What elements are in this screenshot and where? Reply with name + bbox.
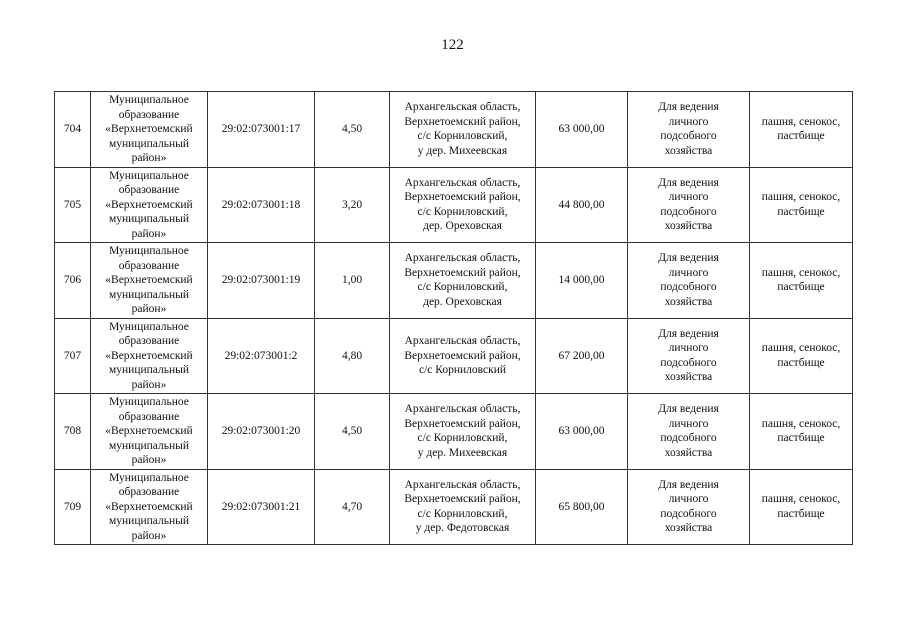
purpose-cell: Для ведения личного подсобного хозяйства	[628, 243, 750, 319]
owner-cell: Муниципальное образование «Верхнетоемский муниципальный район»	[91, 167, 208, 243]
land-type-cell: пашня, сенокос, пастбище	[750, 243, 853, 319]
row-number-cell: 706	[55, 243, 91, 319]
land-type-cell: пашня, сенокос, пастбище	[750, 394, 853, 470]
area-cell: 4,80	[315, 318, 390, 394]
address-cell: Архангельская область, Верхнетоемский район, с/с Корниловский	[390, 318, 536, 394]
row-number-cell: 705	[55, 167, 91, 243]
table-row	[55, 318, 853, 394]
land-type-cell: пашня, сенокос, пастбище	[750, 318, 853, 394]
cadastral-number-cell: 29:02:073001:21	[208, 469, 315, 545]
table-row	[55, 469, 853, 545]
land-type-cell: пашня, сенокос, пастбище	[750, 167, 853, 243]
purpose-cell: Для ведения личного подсобного хозяйства	[628, 167, 750, 243]
address-cell: Архангельская область, Верхнетоемский район, с/с Корниловский, дер. Ореховская	[390, 243, 536, 319]
row-number-cell: 707	[55, 318, 91, 394]
price-cell: 44 800,00	[536, 167, 628, 243]
address-cell: Архангельская область, Верхнетоемский район, с/с Корниловский, у дер. Михеевская	[390, 92, 536, 168]
price-cell: 14 000,00	[536, 243, 628, 319]
area-cell: 4,50	[315, 394, 390, 470]
owner-cell: Муниципальное образование «Верхнетоемский муниципальный район»	[91, 318, 208, 394]
row-number-cell: 708	[55, 394, 91, 470]
purpose-cell: Для ведения личного подсобного хозяйства	[628, 92, 750, 168]
row-number-cell: 709	[55, 469, 91, 545]
area-cell: 4,70	[315, 469, 390, 545]
purpose-cell: Для ведения личного подсобного хозяйства	[628, 318, 750, 394]
land-type-cell: пашня, сенокос, пастбище	[750, 92, 853, 168]
address-cell: Архангельская область, Верхнетоемский район, с/с Корниловский, дер. Ореховская	[390, 167, 536, 243]
area-cell: 4,50	[315, 92, 390, 168]
address-cell: Архангельская область, Верхнетоемский район, с/с Корниловский, у дер. Федотовская	[390, 469, 536, 545]
row-number-cell: 704	[55, 92, 91, 168]
area-cell: 1,00	[315, 243, 390, 319]
cadastral-number-cell: 29:02:073001:17	[208, 92, 315, 168]
address-cell: Архангельская область, Верхнетоемский район, с/с Корниловский, у дер. Михеевская	[390, 394, 536, 470]
cadastral-number-cell: 29:02:073001:20	[208, 394, 315, 470]
cadastral-number-cell: 29:02:073001:19	[208, 243, 315, 319]
owner-cell: Муниципальное образование «Верхнетоемский муниципальный район»	[91, 92, 208, 168]
price-cell: 67 200,00	[536, 318, 628, 394]
table-row	[55, 243, 853, 319]
cadastral-number-cell: 29:02:073001:2	[208, 318, 315, 394]
page-number: 122	[441, 37, 464, 53]
purpose-cell: Для ведения личного подсобного хозяйства	[628, 394, 750, 470]
table-row	[55, 167, 853, 243]
owner-cell: Муниципальное образование «Верхнетоемский муниципальный район»	[91, 394, 208, 470]
table-row	[55, 394, 853, 470]
price-cell: 63 000,00	[536, 92, 628, 168]
cadastral-number-cell: 29:02:073001:18	[208, 167, 315, 243]
table-row	[55, 92, 853, 168]
owner-cell: Муниципальное образование «Верхнетоемский муниципальный район»	[91, 243, 208, 319]
price-cell: 65 800,00	[536, 469, 628, 545]
land-type-cell: пашня, сенокос, пастбище	[750, 469, 853, 545]
land-plots-table	[54, 91, 853, 545]
owner-cell: Муниципальное образование «Верхнетоемский муниципальный район»	[91, 469, 208, 545]
area-cell: 3,20	[315, 167, 390, 243]
price-cell: 63 000,00	[536, 394, 628, 470]
purpose-cell: Для ведения личного подсобного хозяйства	[628, 469, 750, 545]
